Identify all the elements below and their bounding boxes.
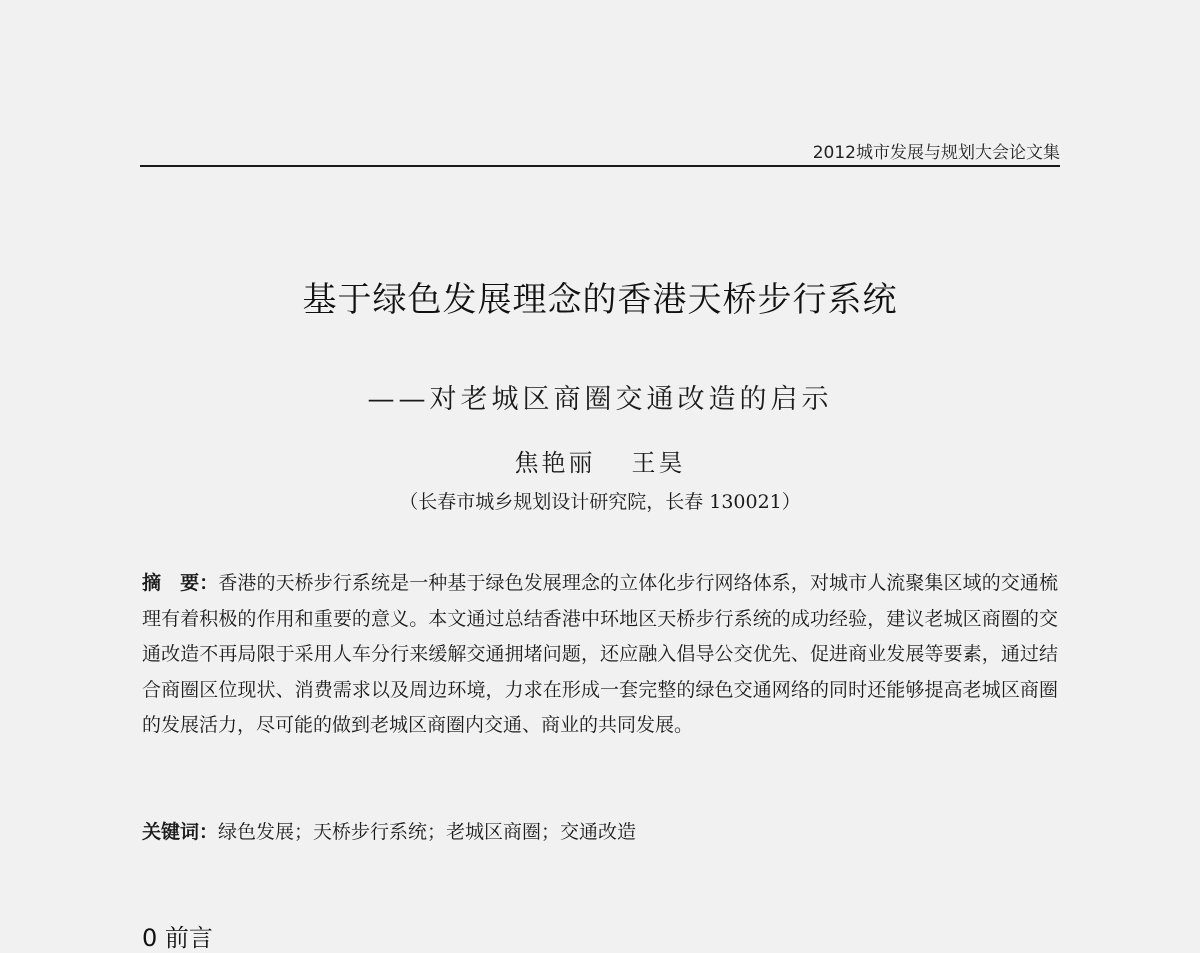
author-name: 王昊: [631, 449, 686, 477]
keywords-text: 绿色发展；天桥步行系统；老城区商圈；交通改造: [218, 821, 637, 843]
running-head: 2012城市发展与规划大会论文集: [812, 143, 1060, 163]
author-name: 焦艳丽: [514, 449, 596, 477]
abstract-text: 香港的天桥步行系统是一种基于绿色发展理念的立体化步行网络体系，对城市人流聚集区域的交通梳理有着积极的作用和重要的意义。本文通过总结香港中环地区天桥步行系统的成功经验，建议老城区商圈的交通改造不再局限于采用人车分行来缓解交通拥堵问题，还应融入倡导公交优先、促进商业发展等要素，通过结合商圈区位现状、消费需求以及周边环境，力求在形成一套完整的绿色交通网络的同时还能够提高老城区商圈的发展活力，尽可能的做到老城区商圈内交通、商业的共同发展。: [142, 572, 1058, 736]
keywords: [142, 817, 1058, 844]
abstract-label: 摘 要：: [142, 572, 219, 594]
affiliation: （长春市城乡规划设计研究院，长春 130021）: [399, 491, 801, 513]
section-heading: 0 前言: [142, 924, 213, 952]
abstract: [142, 566, 1058, 744]
keywords-label: 关键词：: [142, 821, 219, 843]
paper-title: 基于绿色发展理念的香港天桥步行系统: [302, 280, 898, 320]
header-rule: [140, 165, 1060, 167]
author-list: [0, 443, 1200, 478]
paper-subtitle: ——对老城区商圈交通改造的启示: [367, 384, 833, 415]
